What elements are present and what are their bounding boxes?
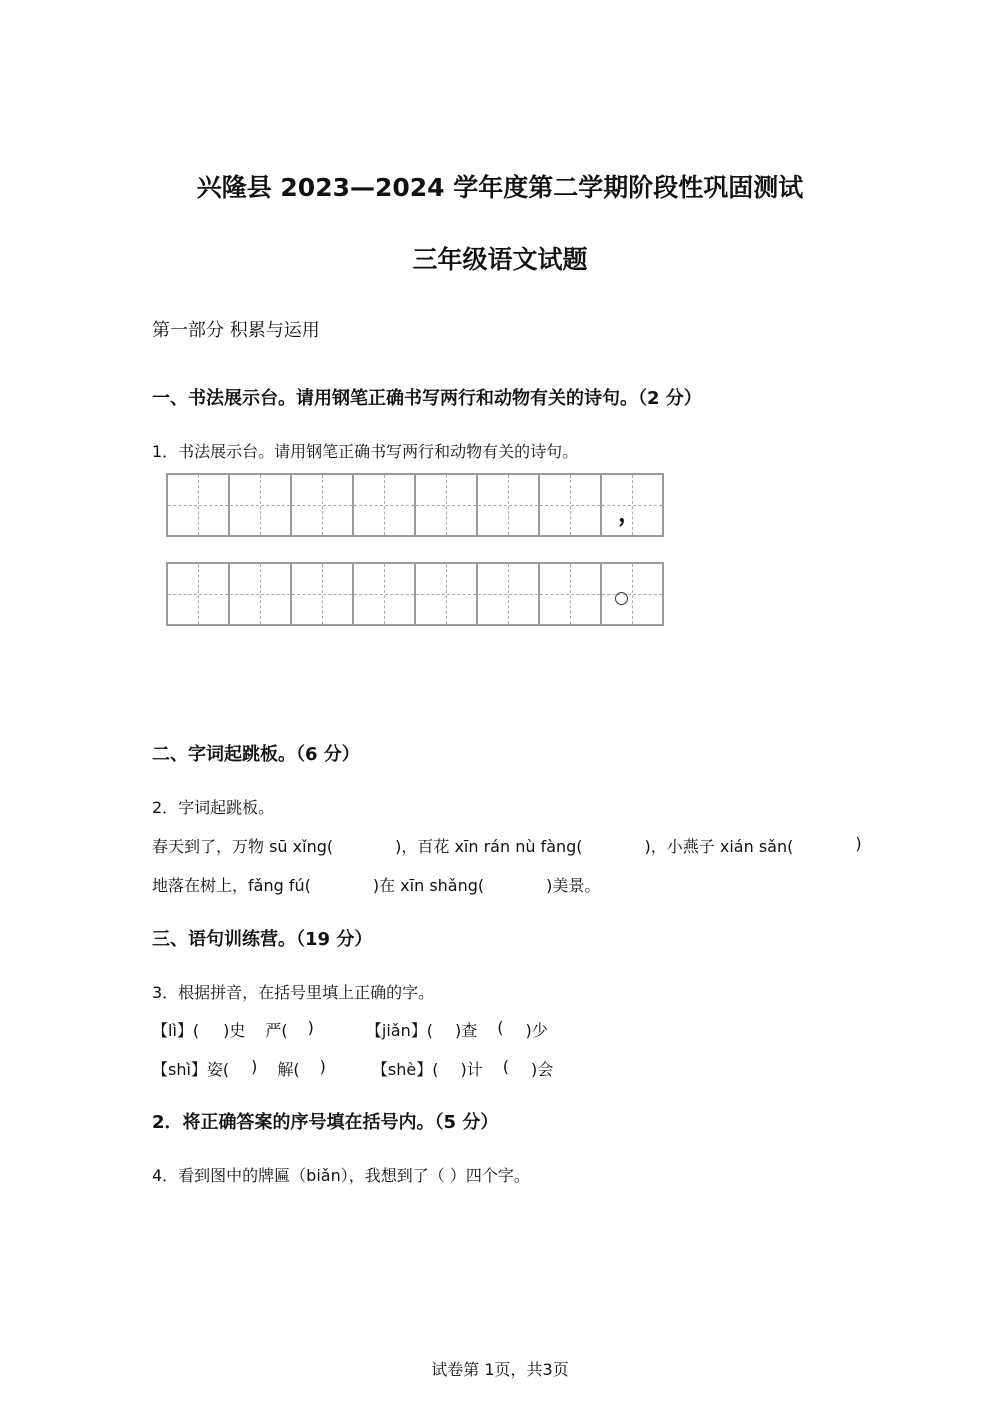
pinyin-text: ( <box>497 1018 504 1037</box>
comma-mark: ， <box>618 499 642 527</box>
grid-cell[interactable] <box>416 473 478 537</box>
page-subtitle: 三年级语文试题 <box>412 245 588 274</box>
fill-text: 地落在树上，fǎng fú( <box>152 876 311 895</box>
grid-cell-comma[interactable] <box>602 473 664 537</box>
pinyin-row-2 <box>152 1057 553 1080</box>
grid-cell[interactable] <box>292 473 354 537</box>
fill-text: )美景。 <box>546 876 601 895</box>
question-4: 4．看到图中的牌匾（biǎn），我想到了（ ）四个字。 <box>152 1166 530 1185</box>
pinyin-row-1 <box>152 1018 548 1041</box>
grid-cell[interactable] <box>230 473 292 537</box>
pinyin-text: ) <box>307 1018 314 1037</box>
writing-grid-row-2[interactable] <box>166 562 664 626</box>
pinyin-text: )史 <box>223 1021 246 1040</box>
section-heading-1: 一、书法展示台。请用钢笔正确书写两行和动物有关的诗句。（2 分） <box>152 388 702 409</box>
fill-line-1 <box>152 834 862 857</box>
answer-blank[interactable] <box>311 873 373 896</box>
fill-text: )在 xīn shǎng( <box>372 876 485 895</box>
answer-blank[interactable] <box>509 1057 531 1080</box>
grid-cell[interactable] <box>478 562 540 626</box>
pinyin-text: 【lì】( <box>152 1021 200 1040</box>
pinyin-text: ) <box>319 1057 326 1076</box>
grid-cell[interactable] <box>540 473 602 537</box>
pinyin-text: 解( <box>277 1060 300 1079</box>
answer-blank[interactable] <box>503 1018 525 1041</box>
answer-blank[interactable] <box>583 834 645 857</box>
fill-text: )，小燕子 xián sǎn( <box>644 837 794 856</box>
page-title: 兴隆县 2023—2024 学年度第二学期阶段性巩固测试 <box>196 173 804 202</box>
grid-cell[interactable] <box>540 562 602 626</box>
grid-cell[interactable] <box>292 562 354 626</box>
fill-text: )，百花 xīn rán nù fàng( <box>395 837 583 856</box>
pinyin-text: )计 <box>460 1060 483 1079</box>
grid-cell[interactable] <box>354 473 416 537</box>
grid-cell[interactable] <box>230 562 292 626</box>
fill-text: 春天到了，万物 sū xǐng( <box>152 837 334 856</box>
grid-cell[interactable] <box>354 562 416 626</box>
period-mark <box>615 592 628 605</box>
fill-text: ) <box>855 834 862 853</box>
grid-cell[interactable] <box>416 562 478 626</box>
answer-blank[interactable] <box>439 1057 461 1080</box>
grid-cell[interactable] <box>168 473 230 537</box>
pinyin-text: ) <box>251 1057 258 1076</box>
answer-blank[interactable] <box>300 1057 320 1080</box>
question-2: 2．字词起跳板。 <box>152 798 275 817</box>
grid-cell-period[interactable] <box>602 562 664 626</box>
pinyin-text: ( <box>502 1057 509 1076</box>
pinyin-text: )少 <box>525 1021 548 1040</box>
answer-blank[interactable] <box>288 1018 308 1041</box>
fill-line-2 <box>152 873 600 896</box>
answer-blank[interactable] <box>229 1057 251 1080</box>
writing-grid-row-1[interactable] <box>166 473 664 537</box>
grid-cell[interactable] <box>168 562 230 626</box>
pinyin-text: 【jiǎn】( <box>365 1021 433 1040</box>
pinyin-text: 严( <box>265 1021 288 1040</box>
answer-blank[interactable] <box>433 1018 455 1041</box>
question-3: 3．根据拼音，在括号里填上正确的字。 <box>152 983 435 1002</box>
page-footer: 试卷第 1页，共3页 <box>431 1360 569 1379</box>
part-label: 第一部分 积累与运用 <box>152 320 320 341</box>
answer-blank[interactable] <box>793 834 855 857</box>
answer-blank[interactable] <box>199 1018 223 1041</box>
section-heading-3: 三、语句训练营。（19 分） <box>152 929 373 950</box>
pinyin-text: 【shè】( <box>371 1060 439 1079</box>
pinyin-text: 【shì】姿( <box>152 1060 230 1079</box>
section-heading-2: 二、字词起跳板。（6 分） <box>152 744 360 765</box>
answer-blank[interactable] <box>333 834 395 857</box>
question-1: 1．书法展示台。请用钢笔正确书写两行和动物有关的诗句。 <box>152 442 579 461</box>
section-heading-4: 2．将正确答案的序号填在括号内。（5 分） <box>152 1112 499 1133</box>
pinyin-text: )会 <box>531 1060 554 1079</box>
grid-cell[interactable] <box>478 473 540 537</box>
pinyin-text: )查 <box>454 1021 478 1040</box>
answer-blank[interactable] <box>484 873 546 896</box>
